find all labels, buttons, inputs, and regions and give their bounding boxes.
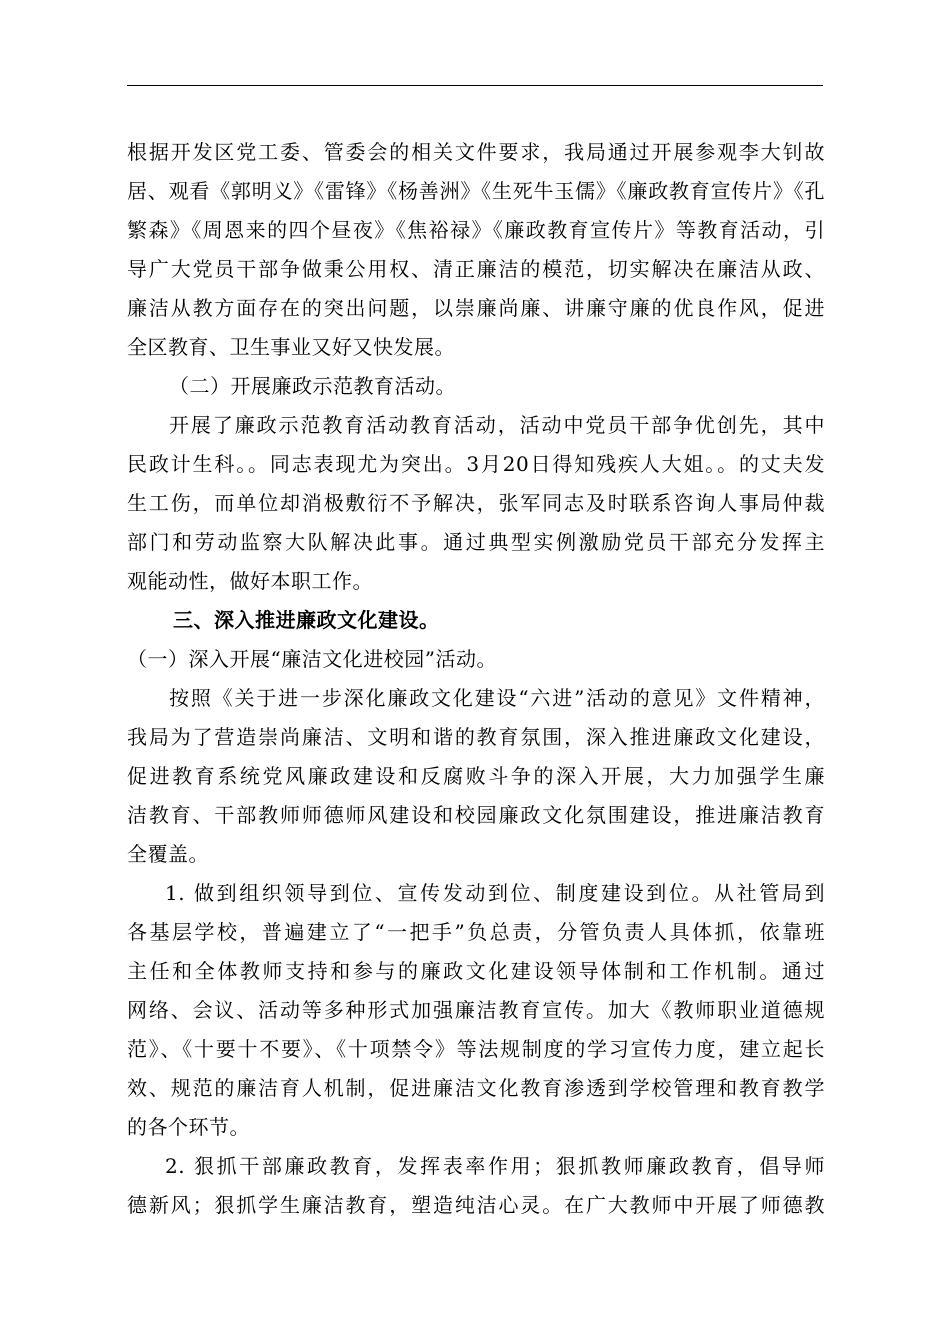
paragraph-line: 德新风；狠抓学生廉洁教育，塑造纯洁心灵。在广大教师中开展了师德教 bbox=[127, 1193, 825, 1217]
paragraph-line: 根据开发区党工委、管委会的相关文件要求，我局通过开展参观李大钊故 bbox=[127, 140, 825, 164]
paragraph-line: 廉洁从教方面存在的突出问题，以崇廉尚廉、讲廉守廉的优良作风，促进 bbox=[127, 296, 825, 320]
paragraph-line: 部门和劳动监察大队解决此事。通过典型实例激励党员干部充分发挥主 bbox=[127, 530, 825, 554]
paragraph-line: 范》、《十要十不要》、《十项禁令》等法规制度的学习宣传力度，建立起长 bbox=[127, 1037, 825, 1061]
list-item-line: 2. 狠抓干部廉政教育，发挥表率作用；狠抓教师廉政教育，倡导师 bbox=[165, 1154, 825, 1178]
paragraph-line: 生工伤，而单位却消极敷衍不予解决，张军同志及时联系咨询人事局仲裁 bbox=[127, 491, 825, 515]
paragraph-line: 按照《关于进一步深化廉政文化建设“六进”活动的意见》文件精神， bbox=[169, 686, 825, 710]
paragraph-line: 繁森》《周恩来的四个昼夜》《焦裕禄》《廉政教育宣传片》等教育活动，引 bbox=[127, 218, 825, 242]
paragraph-line: 网络、会议、活动等多种形式加强廉洁教育宣传。加大《教师职业道德规 bbox=[127, 998, 825, 1022]
paragraph-line: 各基层学校，普遍建立了“一把手”负总责，分管负责人具体抓，依靠班 bbox=[127, 920, 825, 944]
paragraph-line: 主任和全体教师支持和参与的廉政文化建设领导体制和工作机制。通过 bbox=[127, 959, 825, 983]
paragraph-line: 洁教育、干部教师师德师风建设和校园廉政文化氛围建设，推进廉洁教育 bbox=[127, 803, 825, 827]
document-body bbox=[127, 133, 825, 1225]
paragraph-line: 居、观看《郭明义》《雷锋》《杨善洲》《生死牛玉儒》《廉政教育宣传片》《孔 bbox=[127, 179, 825, 203]
paragraph-line: 民政计生科。。同志表现尤为突出。3月20日得知残疾人大姐。。的丈夫发 bbox=[127, 452, 825, 476]
paragraph-line: 导广大党员干部争做秉公用权、清正廉洁的模范，切实解决在廉洁从政、 bbox=[127, 257, 825, 281]
paragraph-line: 的各个环节。 bbox=[127, 1115, 250, 1139]
paragraph-line: 开展了廉政示范教育活动教育活动，活动中党员干部争优创先，其中 bbox=[169, 413, 825, 437]
paragraph-line: 效、规范的廉洁育人机制，促进廉洁文化教育渗透到学校管理和教育教学 bbox=[127, 1076, 825, 1100]
paragraph-line: 促进教育系统党风廉政建设和反腐败斗争的深入开展，大力加强学生廉 bbox=[127, 764, 825, 788]
section-heading: 三、深入推进廉政文化建设。 bbox=[173, 608, 440, 632]
paragraph-line: 全覆盖。 bbox=[127, 842, 209, 866]
list-item-line: 1. 做到组织领导到位、宣传发动到位、制度建设到位。从社管局到 bbox=[165, 881, 825, 905]
subsection-heading: （一）深入开展“廉洁文化进校园”活动。 bbox=[127, 647, 497, 671]
paragraph-line: 全区教育、卫生事业又好又快发展。 bbox=[127, 335, 455, 359]
header-rule bbox=[127, 85, 823, 86]
subsection-heading: （二）开展廉政示范教育活动。 bbox=[169, 374, 456, 398]
paragraph-line: 我局为了营造崇尚廉洁、文明和谐的教育氛围，深入推进廉政文化建设， bbox=[127, 725, 825, 749]
paragraph-line: 观能动性，做好本职工作。 bbox=[127, 569, 373, 593]
